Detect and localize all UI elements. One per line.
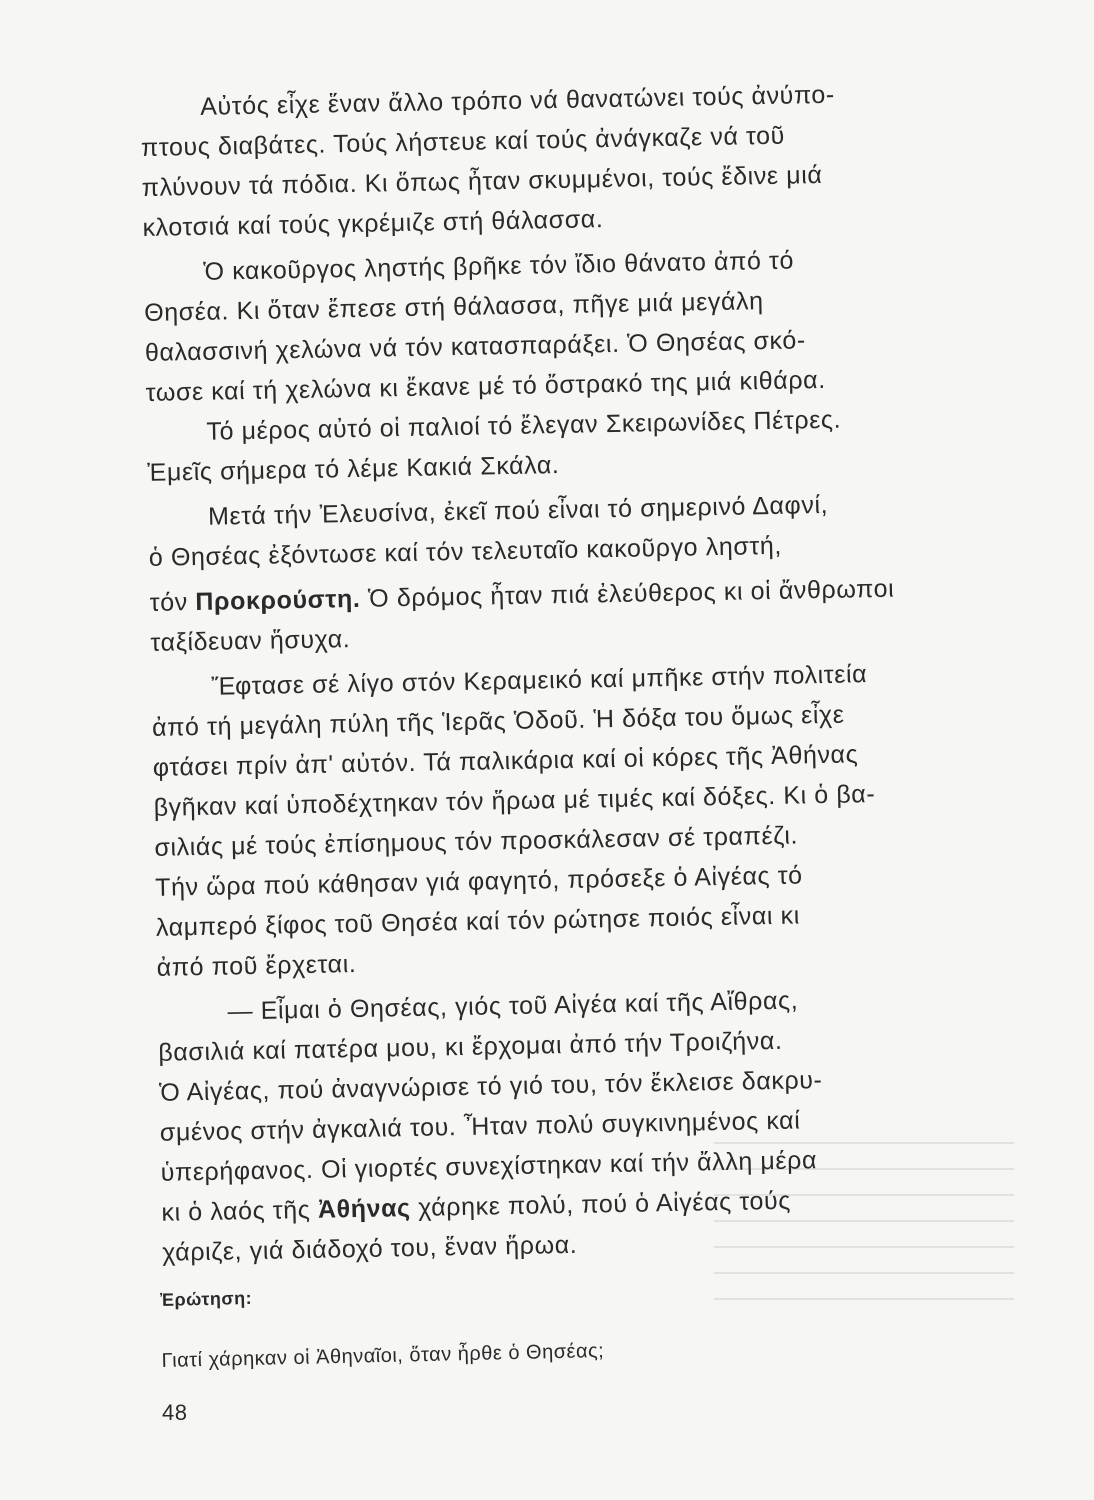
text-line	[161, 1186, 792, 1227]
text-segment: πλύνουν τά πόδια. Κι ὅπως ἦταν σκυμμένοι, τούς ἔδινε μιά	[141, 160, 823, 202]
text-line	[153, 742, 859, 781]
text-segment: — Εἶμαι ὁ Θησέας, γιός τοῦ Αἰγέα καί τῆς Αἴθρας,	[227, 986, 799, 1026]
text-segment: ὑπερήφανος. Οἱ γιορτές συνεχίστηκαν καί τήν ἄλλη μέρα	[160, 1146, 818, 1187]
question-label: Ἐρώτηση:	[160, 1287, 253, 1310]
text-line	[140, 121, 786, 162]
text-segment: τωσε καί τή χελώνα κι ἔκανε μέ τό ὄστρακό της μιά κιθάρα.	[145, 365, 826, 407]
page-number: 48	[162, 1400, 188, 1425]
text-line	[227, 986, 799, 1026]
text-line	[203, 248, 794, 284]
text-line	[157, 952, 357, 981]
text-line	[142, 207, 603, 241]
text-segment: ἀπό τή μεγάλη πύλη τῆς Ἱερᾶς Ὁδοῦ. Ἡ δόξα του ὅμως εἶχε	[151, 700, 845, 742]
text-segment: ταξίδευαν ἥσυχα.	[150, 625, 351, 657]
text-line	[158, 1026, 783, 1067]
text-segment: σιλιάς μέ τούς ἐπίσημους τόν προσκάλεσαν σέ τραπέζι.	[154, 821, 799, 862]
text-line	[150, 627, 350, 656]
text-segment: Αὐτός εἶχε ἕναν ἄλλο τρόπο νά θανατώνει τούς ἀνύπο-	[199, 80, 836, 121]
text-line	[149, 574, 895, 617]
text-segment: κλοτσιά καί τούς γκρέμιζε στή θάλασσα.	[142, 205, 604, 242]
text-segment: Μετά τήν Ἐλευσίνα, ἐκεῖ πού εἶναι τό σημερινό Δαφνί,	[207, 490, 829, 531]
text-segment: Τό μέρος αὐτό οἱ παλιοί τό ἔλεγαν Σκειρωνίδες Πέτρες.	[206, 405, 842, 446]
text-line	[151, 700, 845, 742]
text-segment: Θησέα. Κι ὅταν ἔπεσε στή θάλασσα, πῆγε μιά μεγάλη	[143, 287, 764, 327]
bold-term: Ἀθήνας	[317, 1194, 411, 1224]
question-text: Γιατί χάρηκαν οἱ Ἀθηναῖοι, ὅταν ἦρθε ὁ Θησέας;	[161, 1339, 605, 1372]
text-line	[161, 1230, 578, 1267]
text-segment: ὁ Θησέας ἐξόντωσε καί τόν τελευταῖο κακοῦργο ληστή,	[148, 531, 783, 572]
text-segment: Ἔφτασε σέ λίγο στόν Κεραμεικό καί μπῆκε στήν πολιτεία	[211, 660, 868, 701]
text-line	[141, 160, 823, 202]
text-segment: βγῆκαν καί ὑποδέχτηκαν τόν ἥρωα μέ τιμές καί δόξες. Κι ὁ βα-	[153, 780, 876, 822]
text-segment: φτάσει πρίν ἀπ' αὐτόν. Τά παλικάρια καί οἱ κόρες τῆς Ἀθήνας	[152, 740, 859, 782]
text-segment: Τήν ὥρα πού κάθησαν γιά φαγητό, πρόσεξε ὁ Αἰγέας τό	[154, 861, 803, 902]
text-segment: χάριζε, γιά διάδοχό του, ἕναν ἥρωα.	[161, 1230, 578, 1267]
text-segment: τόν	[149, 588, 196, 617]
text-segment: σμένος στήν ἀγκαλιά του. Ἦταν πολύ συγκινημένος καί	[159, 1106, 801, 1147]
text-segment: πτους διαβάτες. Τούς λήστευε καί τούς ἀνάγκαζε νά τοῦ	[140, 121, 786, 162]
text-line	[156, 903, 800, 940]
text-line	[144, 289, 764, 326]
text-segment: χάρηκε πολύ, πού ὁ Αἰγέας τούς	[410, 1186, 792, 1223]
bold-term: Προκρούστη.	[195, 584, 361, 617]
body-text	[140, 79, 1000, 1267]
text-segment: Ὁ κακοῦργος ληστής βρῆκε τόν ἴδιο θάνατο ἀπό τό	[203, 246, 795, 286]
text-segment: κι ὁ λαός τῆς	[161, 1195, 319, 1227]
text-line	[207, 490, 829, 531]
text-line	[159, 1106, 801, 1147]
text-line	[145, 328, 806, 366]
text-segment: Ὁ Αἰγέας, πού ἀναγνώρισε τό γιό του, τόν ἔκλεισε δακρυ-	[158, 1066, 823, 1107]
text-line	[154, 821, 799, 862]
text-segment: βασιλιά καί πατέρα μου, κι ἔρχομαι ἀπό τήν Τροιζήνα.	[158, 1026, 783, 1067]
text-line	[153, 782, 875, 821]
text-line	[206, 405, 842, 446]
text-line	[145, 365, 826, 407]
text-segment: θαλασσινή χελώνα νά τόν κατασπαράξει. Ὁ Θησέας σκό-	[144, 326, 807, 367]
text-line	[155, 863, 803, 900]
text-segment: λαμπερό ξίφος τοῦ Θησέα καί τόν ρώτησε ποιός εἶναι κι	[155, 901, 801, 942]
text-segment: Ἐμεῖς σήμερα τό λέμε Κακιά Σκάλα.	[146, 451, 560, 487]
text-line	[211, 662, 867, 700]
text-line	[147, 453, 560, 486]
text-segment: ἀπό ποῦ ἔρχεται.	[156, 950, 357, 982]
text-line	[199, 80, 836, 121]
text-segment: Ὁ δρόμος ἦταν πιά ἐλεύθερος κι οἱ ἄνθρωποι	[360, 574, 895, 613]
text-line	[159, 1068, 823, 1106]
text-line	[148, 531, 783, 572]
